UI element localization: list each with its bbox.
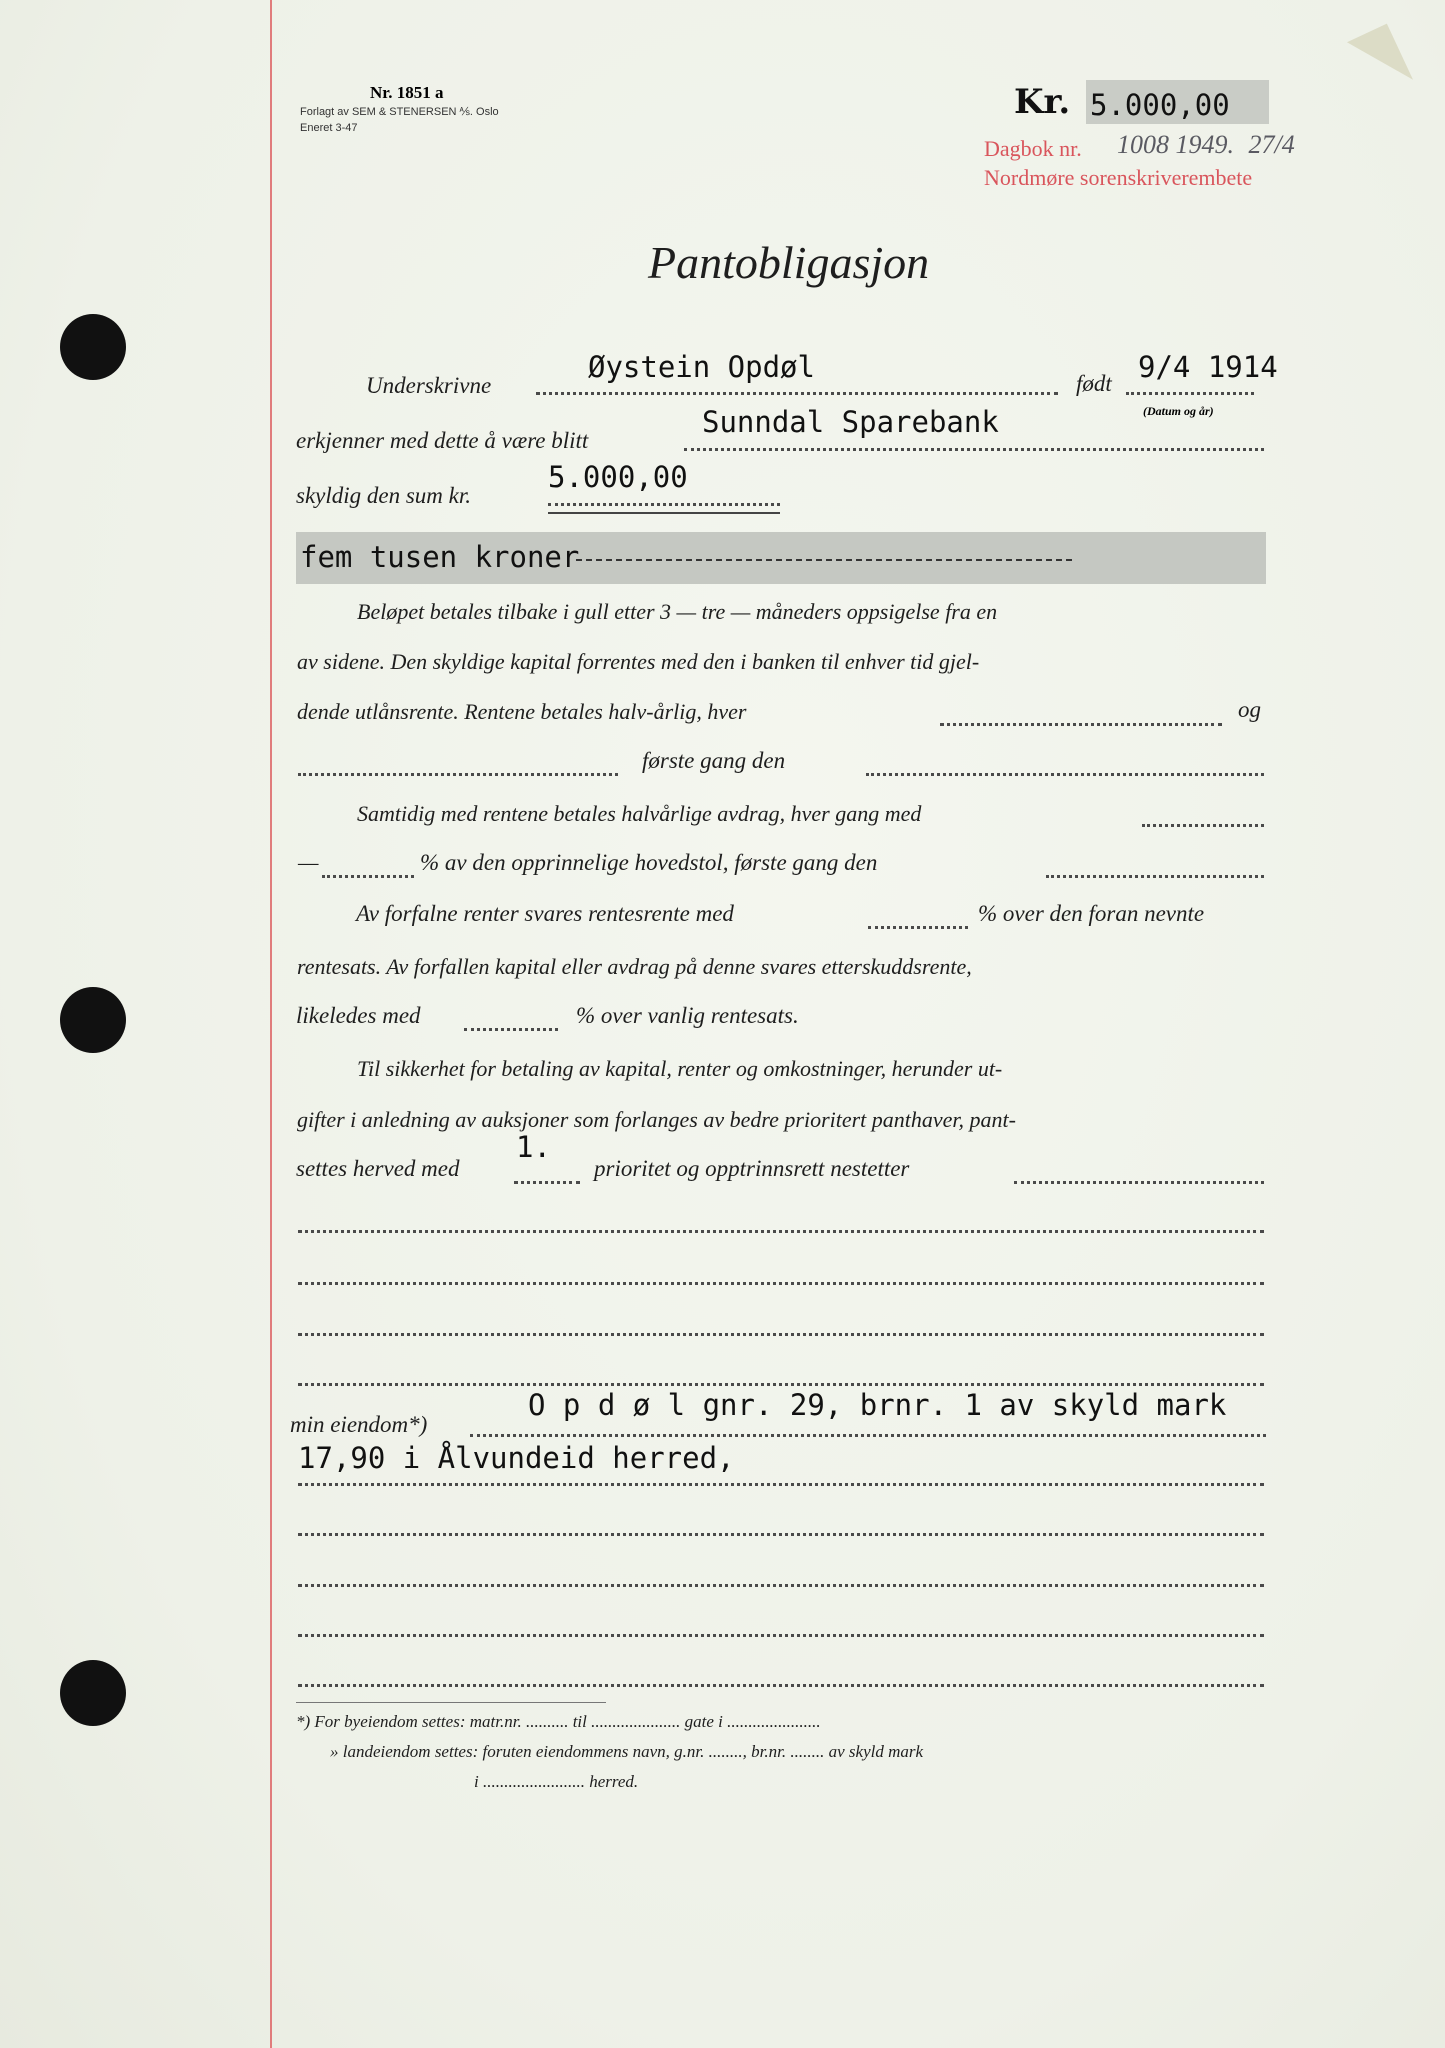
- body-line: av sidene. Den skyldige kapital forrentes med den i banken til enhver tid gjel-: [297, 649, 980, 674]
- form-number: Nr. 1851 a: [370, 83, 444, 102]
- folded-corner: [1347, 24, 1413, 99]
- body-line: Til sikkerhet for betaling av kapital, renter og omkostninger, herunder ut-: [357, 1056, 1003, 1081]
- body-line: Samtidig med rentene betales halvårlige avdrag, hver gang med: [357, 801, 922, 826]
- dotted-line: [868, 926, 968, 929]
- birth-date: 9/4 1914: [1138, 350, 1278, 384]
- body-text: likeledes med: [296, 1003, 421, 1028]
- office-stamp: Nordmøre sorenskriverembete: [984, 165, 1253, 190]
- body-text: % av den opprinnelige hovedstol, første gang den: [420, 850, 878, 875]
- body-text: og: [1238, 697, 1261, 722]
- body-text: % over vanlig rentesats.: [576, 1003, 799, 1028]
- dotted-line: [298, 1533, 1264, 1536]
- dagbok-stamp: [984, 136, 1082, 162]
- kr-amount: 5.000,00: [1090, 88, 1230, 122]
- footnote-line: i ........................ herred.: [474, 1772, 639, 1791]
- body-text: settes herved med: [296, 1156, 460, 1181]
- dotted-line: [1142, 824, 1264, 827]
- dotted-line: [322, 875, 414, 878]
- punch-hole: [60, 314, 126, 380]
- dotted-line: [298, 1684, 1264, 1687]
- sum-amount: 5.000,00: [548, 460, 688, 494]
- dagbok-year: 1949.: [1175, 130, 1234, 159]
- fodt-label: født: [1076, 371, 1112, 396]
- dotted-line: [298, 1333, 1264, 1336]
- dotted-line: [298, 773, 618, 776]
- priority-value: 1.: [516, 1130, 551, 1164]
- body-text: prioritet og opptrinnsrett nestetter: [594, 1156, 910, 1181]
- sum-in-words: fem tusen kroner: [300, 540, 580, 574]
- dotted-line: [536, 392, 1058, 395]
- body-text: % over den foran nevnte: [978, 901, 1205, 926]
- body-line: gifter i anledning av auksjoner som forlanges av bedre prioritert panthaver, pant-: [297, 1107, 1016, 1132]
- dotted-line: [1046, 875, 1264, 878]
- body-text: første gang den: [642, 748, 786, 773]
- punch-hole: [60, 987, 126, 1053]
- dotted-line: [1126, 392, 1254, 395]
- signer-name: Øystein Opdøl: [588, 350, 815, 384]
- margin-line: [270, 0, 272, 2048]
- creditor-name: Sunndal Sparebank: [702, 405, 999, 439]
- footnote-rule: [296, 1702, 606, 1703]
- dotted-line: [866, 773, 1264, 776]
- body-text: Av forfalne renter svares rentesrente med: [356, 901, 734, 926]
- body-text: dende utlånsrente. Rentene betales halv-årlig, hver: [297, 699, 747, 724]
- skyldig-label: skyldig den sum kr.: [296, 483, 472, 508]
- dotted-line: [940, 723, 1222, 726]
- property-line: 17,90 i Ålvundeid herred,: [298, 1441, 735, 1475]
- dotted-line: [298, 1584, 1264, 1587]
- dotted-line: [514, 1181, 580, 1184]
- dotted-line: [298, 1282, 1264, 1285]
- footnote-line: *) For byeiendom settes: matr.nr. .......... til ..................... gate i ......................: [296, 1712, 821, 1731]
- publisher-line: Forlagt av SEM & STENERSEN ⅍. Oslo: [300, 106, 499, 118]
- body-text: —: [298, 850, 319, 875]
- date-hint: (Datum og år): [1143, 404, 1214, 418]
- underskrivne-label: Underskrivne: [366, 373, 492, 398]
- dotted-line: [684, 448, 1264, 451]
- dagbok-number: 1008: [1117, 130, 1169, 159]
- kr-label: Kr.: [1014, 82, 1071, 122]
- dotted-line: [298, 1483, 1264, 1486]
- body-line: rentesats. Av forfallen kapital eller avdrag på denne svares etterskuddsrente,: [297, 954, 972, 979]
- dotted-line: [464, 1028, 558, 1031]
- dotted-line: [298, 1230, 1264, 1233]
- erkjenner-label: erkjenner med dette å være blitt: [296, 428, 589, 453]
- body-line: Beløpet betales tilbake i gull etter 3 — tre — måneders oppsigelse fra en: [357, 599, 998, 624]
- dagbok-handwriting: [1117, 130, 1295, 160]
- dagbok-date: 27/4: [1248, 130, 1295, 159]
- property-label: min eiendom*): [290, 1412, 428, 1437]
- dotted-line: [470, 1434, 1266, 1437]
- dash-fill: [576, 559, 1072, 561]
- footnote-line: » landeiendom settes: foruten eiendommens navn, g.nr. ........, br.nr. ........ av skyld mark: [330, 1742, 924, 1761]
- dotted-line: [548, 503, 780, 506]
- underline: [548, 512, 780, 514]
- dotted-line: [298, 1383, 1264, 1386]
- dotted-line: [298, 1634, 1264, 1637]
- publisher-line: Eneret 3-47: [300, 122, 358, 134]
- dotted-line: [1014, 1181, 1264, 1184]
- punch-hole: [60, 1660, 126, 1726]
- page-title: Pantobligasjon: [648, 237, 930, 288]
- property-line: O p d ø l gnr. 29, brnr. 1 av skyld mark: [528, 1388, 1227, 1422]
- dagbok-label: Dagbok nr.: [984, 136, 1082, 161]
